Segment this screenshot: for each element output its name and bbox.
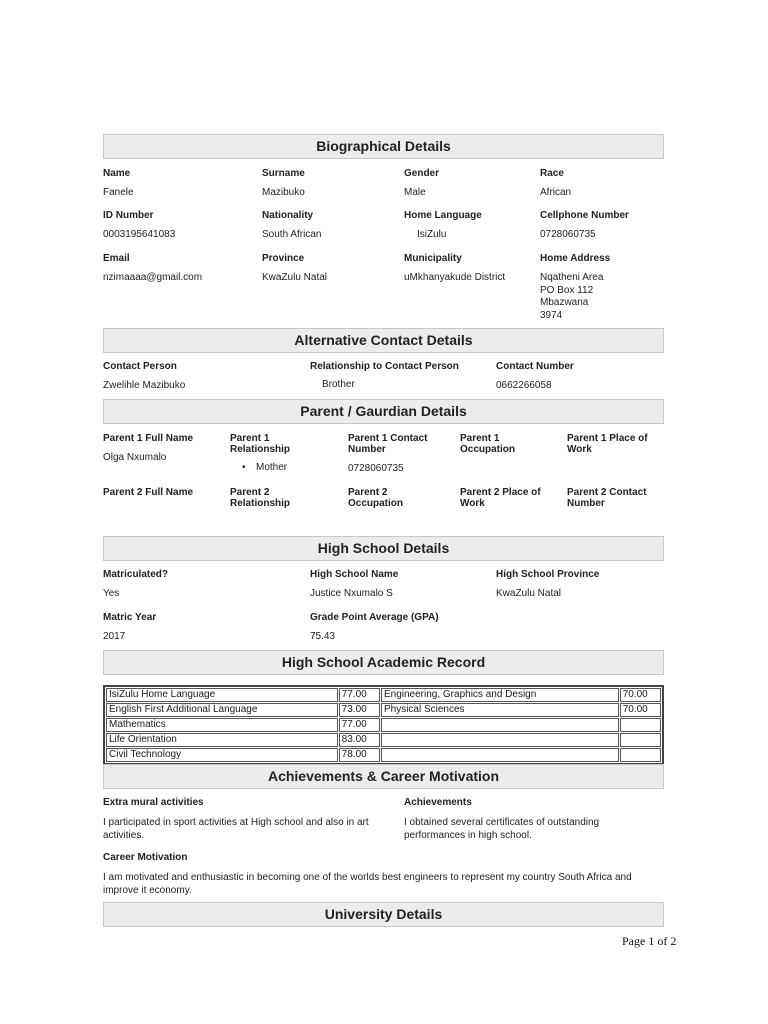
subject-cell: Civil Technology	[106, 748, 338, 762]
province-label: Province	[262, 253, 305, 264]
school-name-value: Justice Nxumalo S	[310, 588, 393, 599]
municipality-value: uMkhanyakude District	[404, 272, 506, 283]
mark-cell: 78.00	[339, 748, 380, 762]
matriculated-value: Yes	[103, 588, 120, 599]
race-label: Race	[540, 168, 564, 179]
parent2-work-label: Parent 2 Place of Work	[460, 487, 541, 509]
subject-cell: Engineering, Graphics and Design	[381, 688, 619, 702]
table-row	[106, 703, 661, 717]
email-value: nzimaaaa@gmail.com	[103, 272, 203, 283]
province-value: KwaZulu Natal	[262, 272, 328, 283]
subject-cell	[381, 748, 619, 762]
table-row	[106, 688, 661, 702]
address-line: PO Box 112	[540, 284, 594, 296]
academic-record-header: High School Academic Record	[103, 650, 664, 675]
academic-record-table	[103, 685, 664, 765]
address-line: Nqatheni Area	[540, 272, 604, 283]
mark-cell: 70.00	[620, 688, 661, 702]
subject-cell	[381, 733, 619, 747]
subject-cell: Physical Sciences	[381, 703, 619, 717]
school-province-value: KwaZulu Natal	[496, 588, 562, 599]
nationality-value: South African	[262, 229, 322, 240]
page-number: Page 1 of 2	[622, 934, 677, 948]
school-name-label: High School Name	[310, 569, 399, 580]
parent1-name-label: Parent 1 Full Name	[103, 433, 194, 444]
contact-person-label: Contact Person	[103, 361, 177, 372]
subject-cell: English First Additional Language	[106, 703, 338, 717]
parent1-relationship-label: Parent 1 Relationship	[230, 433, 291, 455]
contact-number-value: 0662266058	[496, 380, 552, 391]
matric-year-label: Matric Year	[103, 612, 157, 623]
gender-label: Gender	[404, 168, 440, 179]
mark-cell	[620, 718, 661, 732]
mark-cell: 77.00	[339, 718, 380, 732]
mark-cell: 83.00	[339, 733, 380, 747]
address-line: 3974	[540, 309, 563, 321]
high-school-header: High School Details	[103, 536, 664, 561]
surname-value: Mazibuko	[262, 187, 305, 198]
table-row	[106, 718, 661, 732]
university-details-header: University Details	[103, 902, 664, 927]
parent2-occupation-label: Parent 2 Occupation	[348, 487, 404, 509]
email-label: Email	[103, 253, 130, 264]
parent1-relationship-value: • Mother	[256, 462, 287, 475]
mark-cell	[620, 733, 661, 747]
home-address-value	[540, 272, 603, 322]
extra-mural-label: Extra mural activities	[103, 797, 204, 808]
subject-cell: IsiZulu Home Language	[106, 688, 338, 702]
name-label: Name	[103, 168, 131, 179]
contact-number-label: Contact Number	[496, 361, 574, 372]
table-row	[106, 733, 661, 747]
contact-person-value: Zwelihle Mazibuko	[103, 380, 186, 391]
gpa-label: Grade Point Average (GPA)	[310, 612, 439, 623]
subject-cell: Life Orientation	[106, 733, 338, 747]
id-number-label: ID Number	[103, 210, 154, 221]
parent1-contact-label: Parent 1 Contact Number	[348, 433, 428, 455]
achievements-value: I obtained several certificates of outstanding performances in high school.	[404, 817, 600, 841]
id-number-value: 0003195641083	[103, 229, 176, 240]
parent2-relationship-label: Parent 2 Relationship	[230, 487, 291, 509]
school-province-label: High School Province	[496, 569, 600, 580]
career-motivation-value: I am motivated and enthusiastic in becoming one of the worlds best engineers to represent my country South Africa and improve it economy.	[103, 872, 632, 896]
parent1-occupation-label: Parent 1 Occupation	[460, 433, 516, 455]
parent1-contact-value: 0728060735	[348, 463, 404, 474]
race-value: African	[540, 187, 572, 198]
mark-cell: 73.00	[339, 703, 380, 717]
nationality-label: Nationality	[262, 210, 314, 221]
parent2-contact-label: Parent 2 Contact Number	[567, 487, 647, 509]
mark-cell	[620, 748, 661, 762]
table-row	[106, 748, 661, 762]
subject-cell	[381, 718, 619, 732]
gender-value: Male	[404, 187, 426, 198]
subject-cell: Mathematics	[106, 718, 338, 732]
mark-cell: 70.00	[620, 703, 661, 717]
mark-cell: 77.00	[339, 688, 380, 702]
cellphone-label: Cellphone Number	[540, 210, 629, 221]
home-language-value: IsiZulu	[417, 229, 447, 240]
surname-label: Surname	[262, 168, 305, 179]
cellphone-value: 0728060735	[540, 229, 596, 240]
parent1-name-value: Olga Nxumalo	[103, 452, 167, 463]
extra-mural-value: I participated in sport activities at High school and also in art activities.	[103, 817, 369, 841]
achievements-label: Achievements	[404, 797, 472, 808]
parent2-name-label: Parent 2 Full Name	[103, 487, 194, 498]
gpa-value: 75.43	[310, 631, 336, 642]
home-language-label: Home Language	[404, 210, 482, 221]
parent-details-header: Parent / Gaurdian Details	[103, 399, 664, 424]
achievements-header: Achievements & Career Motivation	[103, 764, 664, 789]
home-address-label: Home Address	[540, 253, 611, 264]
biographical-details-header: Biographical Details	[103, 134, 664, 159]
relationship-label: Relationship to Contact Person	[310, 361, 459, 372]
parent1-work-label: Parent 1 Place of Work	[567, 433, 648, 455]
matric-year-value: 2017	[103, 631, 126, 642]
municipality-label: Municipality	[404, 253, 462, 264]
relationship-value: Brother	[322, 379, 355, 390]
alt-contact-header: Alternative Contact Details	[103, 328, 664, 353]
matriculated-label: Matriculated?	[103, 569, 169, 580]
name-value: Fanele	[103, 187, 134, 198]
address-line: Mbazwana	[540, 297, 589, 308]
career-motivation-label: Career Motivation	[103, 852, 188, 863]
